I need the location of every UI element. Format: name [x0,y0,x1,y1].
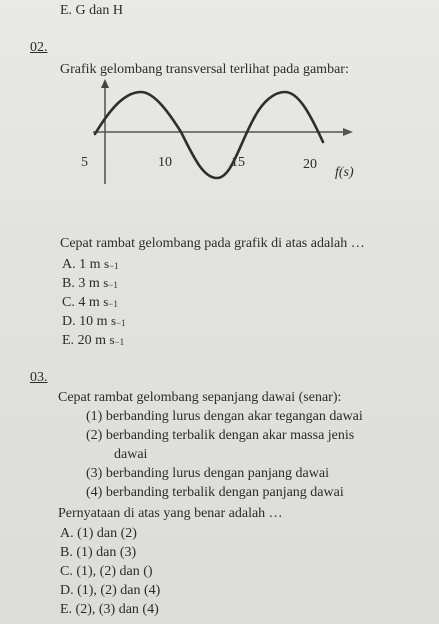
q2-option-b: B. 3 m s−1 [62,275,118,291]
statement-2: (2) berbanding terbalik dengan akar massa jenis [86,428,355,443]
q3-option-b: B. (1) dan (3) [60,545,137,560]
q2-option-a: A. 1 m s−1 [62,256,119,272]
q3-option-c: C. (1), (2) dan () [60,564,153,579]
question-02-intro: Grafik gelombang transversal terlihat pada gambar: [60,62,349,77]
q3-option-e: E. (2), (3) dan (4) [60,602,159,617]
question-03-prompt: Pernyataan di atas yang benar adalah … [58,506,283,521]
question-number-02: 02. [30,40,48,55]
q3-option-a: A. (1) dan (2) [60,526,137,541]
top-option-e: E. G dan H [60,3,123,18]
q2-option-e: E. 20 m s−1 [62,332,125,348]
statement-2-cont: dawai [114,447,148,462]
question-03-intro: Cepat rambat gelombang sepanjang dawai (senar): [58,390,342,405]
q2-option-d: D. 10 m s−1 [62,313,126,329]
q2-option-c: C. 4 m s−1 [62,294,118,310]
question-number-03: 03. [30,370,48,385]
wave-curve [95,92,323,178]
statement-1: (1) berbanding lurus dengan akar tegangan dawai [86,409,363,424]
tick-label-10: 10 [158,155,172,170]
x-axis-arrow [343,128,353,136]
axis-label: f(s) [335,165,354,180]
question-02-text: Cepat rambat gelombang pada grafik di atas adalah … [60,236,365,251]
wave-graph [75,76,375,186]
statement-3: (3) berbanding lurus dengan panjang dawai [86,466,329,481]
y-axis-arrow [101,79,109,88]
tick-label-15: 15 [231,155,245,170]
tick-label-20: 20 [303,157,317,172]
statement-4: (4) berbanding terbalik dengan panjang dawai [86,485,344,500]
tick-label-5: 5 [81,155,88,170]
q3-option-d: D. (1), (2) dan (4) [60,583,161,598]
